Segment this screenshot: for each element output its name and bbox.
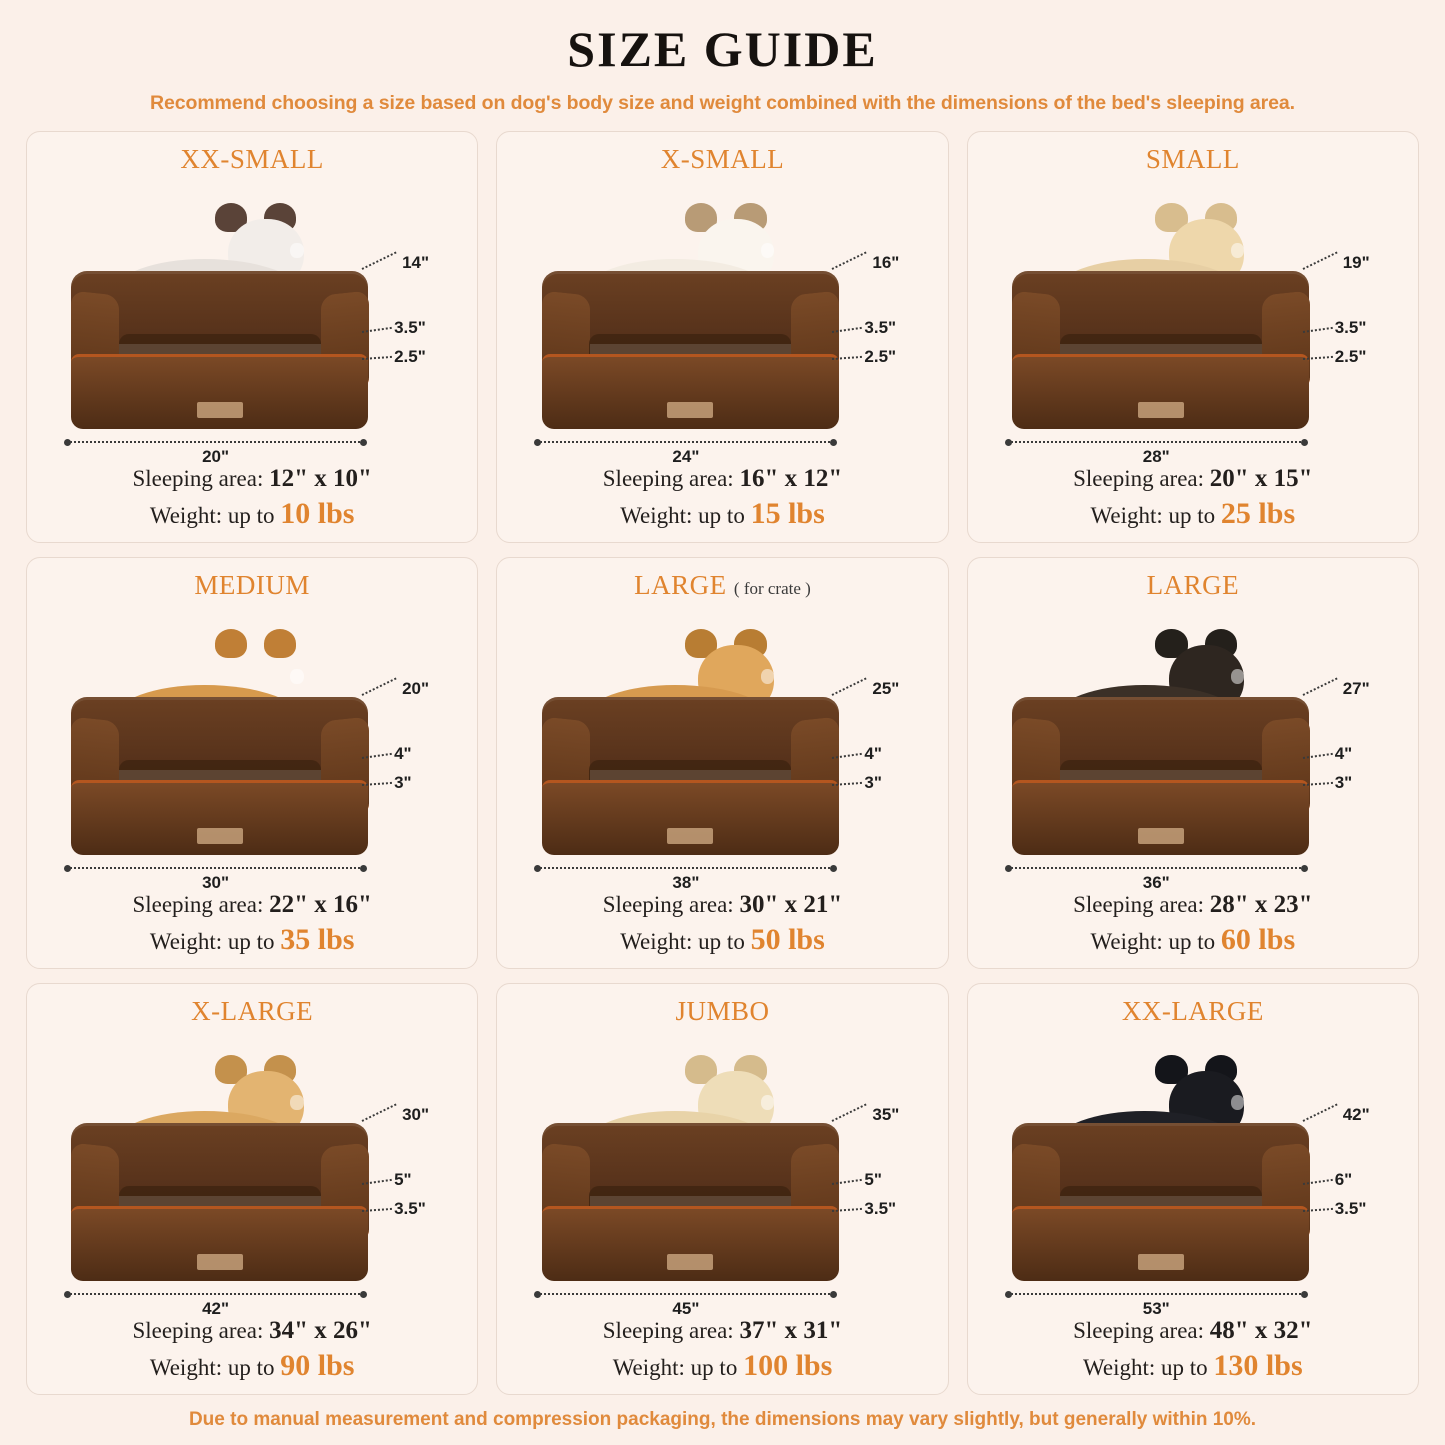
cushion-leader-line (1303, 781, 1333, 785)
bolster-leader-line (832, 327, 862, 333)
weight-prefix: Weight: up to (149, 1354, 281, 1380)
size-card-specs (507, 889, 937, 958)
bolster-height-label: 4" (864, 743, 882, 763)
brand-tag (1138, 828, 1184, 844)
brand-tag (197, 828, 243, 844)
depth-leader-line (832, 251, 867, 269)
brand-tag (197, 402, 243, 418)
bolster-height-label: 5" (394, 1169, 412, 1189)
sleeping-area-line (978, 1315, 1408, 1346)
dog-bed-illustration (1012, 271, 1309, 429)
weight-value: 100 lbs (743, 1348, 833, 1382)
bolster-leader-line (1303, 327, 1333, 333)
width-leader-line (537, 441, 834, 467)
depth-leader-line (362, 1103, 397, 1121)
size-card (26, 983, 478, 1395)
sleeping-area-prefix: Sleeping area: (132, 466, 270, 492)
sleeping-area-line (37, 463, 467, 494)
bed-cushion (542, 354, 839, 430)
weight-prefix: Weight: up to (620, 928, 751, 954)
cushion-height-label: 2.5" (1334, 347, 1367, 367)
bolster-leader-line (832, 753, 862, 759)
size-card-title (180, 144, 324, 175)
dog-bed-illustration (542, 1123, 839, 1281)
bolster-leader-line (362, 753, 392, 759)
size-card (496, 131, 948, 543)
weight-prefix: Weight: up to (149, 502, 281, 528)
muzzle-shape (1231, 1095, 1245, 1110)
size-card-title (634, 570, 811, 601)
size-name: X-SMALL (660, 144, 785, 174)
dimension-annotations (362, 250, 465, 397)
weight-value: 25 lbs (1220, 496, 1296, 530)
weight-line (37, 495, 467, 533)
sleeping-area-line (507, 463, 937, 494)
depth-label: 25" (872, 679, 900, 699)
width-leader-line (67, 1293, 364, 1319)
size-card (496, 983, 948, 1395)
size-card-specs (37, 463, 467, 532)
cushion-height-label: 2.5" (394, 347, 426, 367)
depth-leader-line (1302, 251, 1337, 269)
bed-figure (507, 603, 937, 893)
sleeping-area-value: 28" x 23" (1209, 891, 1313, 919)
bed-figure (978, 1029, 1408, 1319)
bolster-height-label: 3.5" (864, 317, 897, 337)
sleeping-area-value: 16" x 12" (739, 465, 843, 493)
size-card-title (1147, 570, 1240, 601)
muzzle-shape (761, 243, 775, 258)
dimension-annotations (1303, 1102, 1406, 1249)
cushion-leader-line (832, 781, 862, 785)
bed-cushion (542, 780, 839, 856)
weight-line (507, 1347, 937, 1385)
weight-prefix: Weight: up to (1083, 1354, 1214, 1380)
weight-prefix: Weight: up to (620, 502, 751, 528)
dimension-annotations (1303, 676, 1406, 823)
width-label: 24" (672, 447, 700, 467)
bed-figure (507, 1029, 937, 1319)
dog-bed-illustration (542, 697, 839, 855)
depth-label: 20" (402, 679, 430, 699)
bed-cushion (1012, 1206, 1309, 1282)
size-name: MEDIUM (194, 570, 310, 600)
depth-label: 19" (1342, 253, 1370, 273)
bolster-leader-line (1303, 1179, 1333, 1185)
page-subtitle: Recommend choosing a size based on dog's body size and weight combined with the dimensions of the bed's sleeping area. (150, 92, 1295, 114)
bolster-height-label: 4" (1334, 743, 1353, 763)
size-card-specs (507, 1315, 937, 1384)
sleeping-area-value: 22" x 16" (269, 891, 372, 919)
brand-tag (667, 1254, 713, 1270)
weight-value: 90 lbs (280, 1348, 355, 1382)
sleeping-area-line (978, 463, 1408, 494)
sleeping-area-prefix: Sleeping area: (1073, 1318, 1210, 1344)
size-card-specs (978, 1315, 1408, 1384)
weight-prefix: Weight: up to (1090, 928, 1221, 954)
size-card (26, 557, 478, 969)
width-leader-line (1008, 1293, 1305, 1319)
weight-line (978, 495, 1408, 533)
weight-value: 60 lbs (1220, 922, 1296, 956)
depth-leader-line (832, 1103, 867, 1121)
weight-value: 15 lbs (750, 496, 825, 530)
muzzle-shape (1231, 243, 1245, 258)
bolster-height-label: 3.5" (1334, 317, 1367, 337)
cushion-leader-line (1303, 355, 1333, 359)
page-title: SIZE GUIDE (567, 21, 878, 77)
bed-cushion (71, 354, 368, 430)
weight-value: 130 lbs (1213, 1348, 1303, 1382)
width-leader-line (537, 1293, 834, 1319)
depth-leader-line (1302, 677, 1337, 695)
bolster-height-label: 4" (394, 743, 412, 763)
width-label: 38" (672, 873, 700, 893)
brand-tag (667, 402, 713, 418)
cushion-leader-line (362, 1207, 392, 1211)
cushion-leader-line (362, 781, 392, 785)
sleeping-area-value: 37" x 31" (739, 1317, 843, 1345)
bolster-height-label: 6" (1334, 1169, 1353, 1189)
cushion-height-label: 3" (864, 773, 882, 793)
size-card-specs (37, 1315, 467, 1384)
sleeping-area-line (37, 1315, 467, 1346)
size-name: XX-SMALL (180, 144, 324, 174)
size-card-specs (507, 463, 937, 532)
sleeping-area-value: 20" x 15" (1209, 465, 1313, 493)
size-card (967, 131, 1419, 543)
width-label: 20" (202, 447, 230, 467)
bolster-leader-line (832, 1179, 862, 1185)
width-label: 30" (202, 873, 230, 893)
sleeping-area-prefix: Sleeping area: (132, 1318, 270, 1344)
weight-prefix: Weight: up to (1090, 502, 1221, 528)
weight-value: 35 lbs (280, 922, 355, 956)
cushion-leader-line (832, 355, 862, 359)
muzzle-shape (290, 669, 304, 684)
size-card-title (1146, 144, 1240, 175)
bed-figure (37, 603, 467, 893)
weight-line (978, 921, 1408, 959)
cushion-height-label: 3.5" (864, 1199, 897, 1219)
size-name: SMALL (1145, 144, 1240, 174)
sleeping-area-prefix: Sleeping area: (602, 892, 740, 918)
size-card (967, 557, 1419, 969)
size-name: LARGE (634, 570, 727, 600)
sleeping-area-prefix: Sleeping area: (132, 892, 270, 918)
width-leader-line (67, 867, 364, 893)
muzzle-shape (761, 1095, 775, 1110)
bed-figure (37, 1029, 467, 1319)
size-card-grid (26, 131, 1419, 1395)
bed-cushion (71, 1206, 368, 1282)
bed-cushion (1012, 780, 1309, 856)
sleeping-area-value: 30" x 21" (739, 891, 843, 919)
sleeping-area-value: 34" x 26" (269, 1317, 372, 1345)
sleeping-area-prefix: Sleeping area: (1073, 466, 1210, 492)
size-card-specs (37, 889, 467, 958)
width-leader-line (67, 441, 364, 467)
weight-line (507, 495, 937, 533)
bed-figure (978, 177, 1408, 467)
dimension-annotations (362, 1102, 465, 1249)
dog-bed-illustration (542, 271, 839, 429)
width-label: 42" (202, 1299, 230, 1319)
weight-line (37, 1347, 467, 1385)
bed-cushion (542, 1206, 839, 1282)
size-name: X-LARGE (191, 996, 314, 1026)
sleeping-area-prefix: Sleeping area: (602, 1318, 740, 1344)
sleeping-area-line (37, 889, 467, 920)
weight-line (978, 1347, 1408, 1385)
sleeping-area-line (978, 889, 1408, 920)
dog-bed-illustration (71, 271, 368, 429)
width-leader-line (1008, 441, 1305, 467)
weight-prefix: Weight: up to (149, 928, 281, 954)
weight-value: 10 lbs (280, 496, 355, 530)
dog-bed-illustration (1012, 1123, 1309, 1281)
sleeping-area-line (507, 1315, 937, 1346)
muzzle-shape (290, 1095, 304, 1110)
brand-tag (1138, 1254, 1184, 1270)
size-card (496, 557, 948, 969)
bolster-height-label: 5" (864, 1169, 882, 1189)
bed-figure (507, 177, 937, 467)
brand-tag (197, 1254, 243, 1270)
bolster-leader-line (362, 327, 392, 333)
dog-bed-illustration (71, 1123, 368, 1281)
cushion-height-label: 3.5" (1334, 1199, 1367, 1219)
size-name-suffix: ( for crate ) (733, 579, 811, 598)
depth-leader-line (362, 677, 397, 695)
weight-value: 50 lbs (750, 922, 825, 956)
size-card (26, 131, 478, 543)
dog-bed-illustration (71, 697, 368, 855)
depth-label: 35" (872, 1105, 900, 1125)
size-card-title (661, 144, 785, 175)
footer-note: Due to manual measurement and compression packaging, the dimensions may vary slightly, but generally within 10%. (188, 1409, 1257, 1430)
depth-leader-line (1302, 1103, 1337, 1121)
size-card-title (191, 996, 313, 1027)
width-label: 45" (672, 1299, 700, 1319)
bed-cushion (1012, 354, 1309, 430)
dimension-annotations (832, 676, 935, 823)
depth-label: 16" (872, 253, 900, 273)
dog-bed-illustration (1012, 697, 1309, 855)
width-leader-line (1008, 867, 1305, 893)
dimension-annotations (832, 1102, 935, 1249)
width-label: 53" (1142, 1299, 1170, 1319)
size-card-title (194, 570, 310, 601)
bolster-leader-line (1303, 753, 1333, 759)
cushion-leader-line (832, 1207, 862, 1211)
weight-prefix: Weight: up to (612, 1354, 744, 1380)
sleeping-area-prefix: Sleeping area: (1073, 892, 1210, 918)
size-card-title (1122, 996, 1264, 1027)
bed-cushion (71, 780, 368, 856)
dimension-annotations (1303, 250, 1406, 397)
cushion-height-label: 2.5" (864, 347, 897, 367)
brand-tag (1138, 402, 1184, 418)
depth-label: 27" (1342, 679, 1370, 699)
size-card-title (675, 996, 769, 1027)
muzzle-shape (1231, 669, 1245, 684)
depth-leader-line (832, 677, 867, 695)
weight-line (507, 921, 937, 959)
cushion-leader-line (362, 355, 392, 359)
cushion-height-label: 3" (1334, 773, 1353, 793)
dimension-annotations (362, 676, 465, 823)
size-card (967, 983, 1419, 1395)
bolster-height-label: 3.5" (394, 317, 426, 337)
width-leader-line (537, 867, 834, 893)
depth-label: 14" (402, 253, 430, 273)
depth-label: 30" (402, 1105, 430, 1125)
sleeping-area-value: 48" x 32" (1209, 1317, 1313, 1345)
width-label: 36" (1142, 873, 1170, 893)
size-card-specs (978, 463, 1408, 532)
sleeping-area-line (507, 889, 937, 920)
width-label: 28" (1142, 447, 1170, 467)
size-name: LARGE (1146, 570, 1240, 600)
cushion-leader-line (1303, 1207, 1333, 1211)
size-name: XX-LARGE (1121, 996, 1264, 1026)
muzzle-shape (290, 243, 304, 258)
depth-leader-line (362, 251, 397, 269)
bolster-leader-line (362, 1179, 392, 1185)
muzzle-shape (761, 669, 775, 684)
bed-figure (978, 603, 1408, 893)
sleeping-area-prefix: Sleeping area: (602, 466, 740, 492)
bed-figure (37, 177, 467, 467)
size-card-specs (978, 889, 1408, 958)
weight-line (37, 921, 467, 959)
dimension-annotations (832, 250, 935, 397)
sleeping-area-value: 12" x 10" (269, 465, 372, 493)
brand-tag (667, 828, 713, 844)
cushion-height-label: 3" (394, 773, 412, 793)
size-name: JUMBO (675, 996, 770, 1026)
cushion-height-label: 3.5" (394, 1199, 426, 1219)
depth-label: 42" (1342, 1105, 1370, 1125)
